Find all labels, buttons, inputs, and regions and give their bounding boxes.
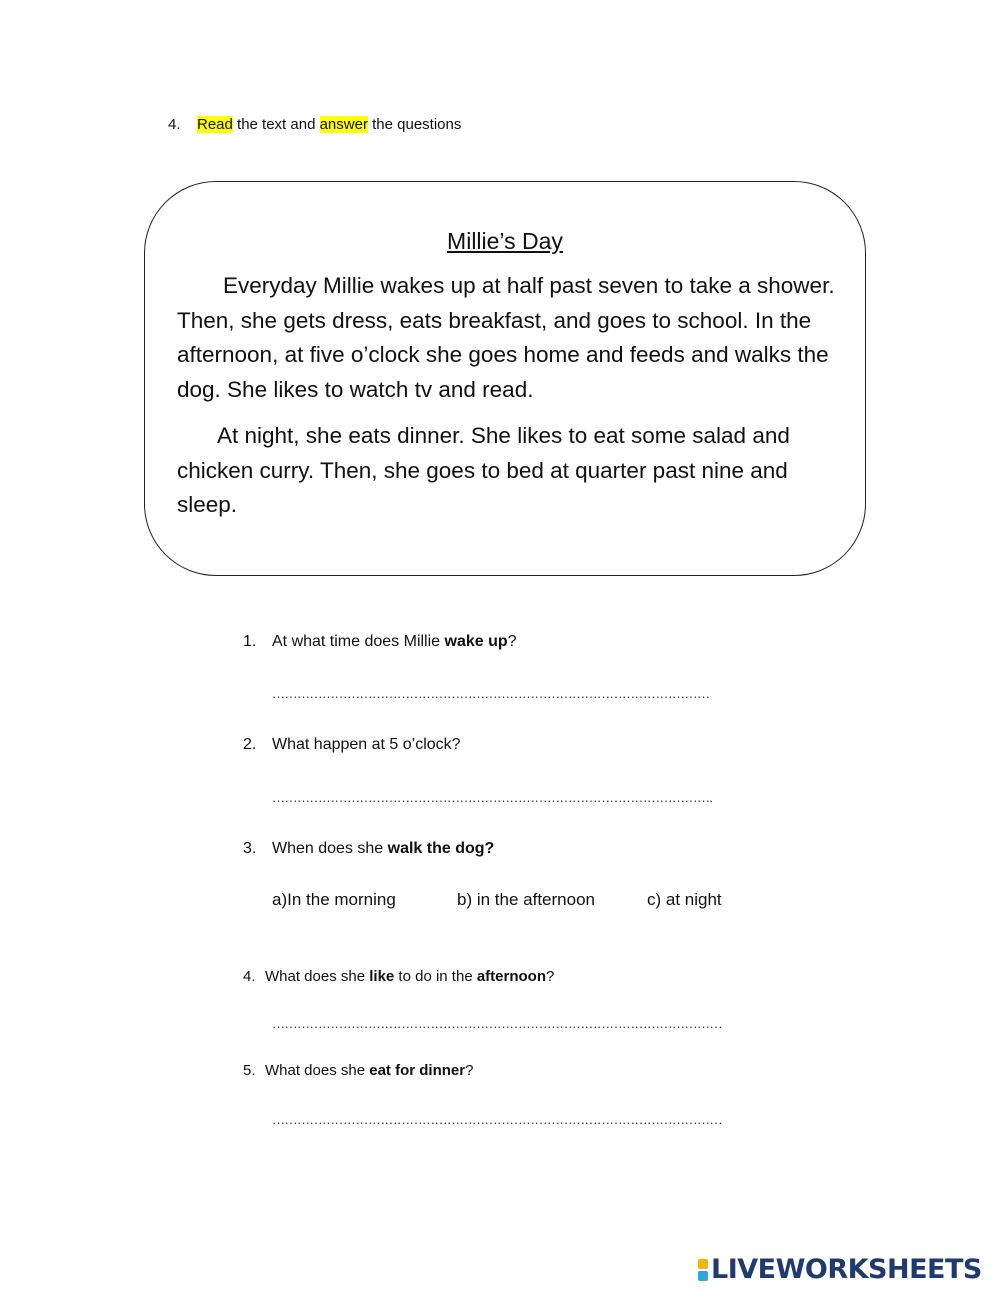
instruction-end: the questions (367, 116, 462, 133)
question-number: 2. (243, 736, 257, 753)
answer-line-5[interactable]: ……………………………………………………………………………………………… (272, 1112, 722, 1127)
question-text: When does she (272, 840, 388, 857)
question-2 (243, 736, 461, 754)
question-text: What does she (265, 1062, 370, 1079)
question-text: At what time does Millie (272, 633, 445, 650)
question-keyword: eat for dinner (369, 1062, 466, 1079)
question-end: ? (507, 633, 517, 650)
story-paragraph-2: At night, she eats dinner. She likes to eat some salad and chicken curry. Then, she goes to bed at quarter past nine and sleep. (177, 423, 790, 517)
logo-square (698, 1259, 708, 1269)
question-keyword: like (369, 968, 395, 985)
question-5 (243, 1062, 473, 1079)
question-end: ? (546, 968, 555, 985)
question-3 (243, 840, 494, 858)
story-title: Millie’s Day (447, 228, 563, 254)
question-number: 5. (243, 1062, 256, 1079)
question-text: What happen at 5 o’clock? (272, 736, 461, 753)
story-box (144, 181, 866, 576)
question-1 (243, 633, 517, 651)
question-text: What does she (265, 968, 370, 985)
instruction-mid: the text and (232, 116, 320, 133)
story-paragraph-1: Everyday Millie wakes up at half past seven to take a shower. Then, she gets dress, eats breakfast, and goes to school. In the afternoon, at five o’clock she goes home and feeds and walks the dog. She likes to watch tv and read. (177, 273, 835, 402)
question-keyword: wake up (444, 633, 508, 650)
instruction-number: 4. (168, 116, 181, 133)
question-number: 3. (243, 840, 257, 857)
logo-mark-icon (698, 1259, 708, 1281)
question-keyword: walk the dog? (387, 840, 495, 857)
option-a[interactable]: a)In the morning (272, 890, 396, 909)
liveworksheets-logo (698, 1254, 982, 1285)
question-4 (243, 968, 554, 985)
instruction-line (168, 116, 461, 133)
option-c[interactable]: c) at night (647, 890, 722, 909)
question-text: to do in the (394, 968, 477, 985)
highlight-answer: answer (319, 116, 368, 133)
question-number: 4. (243, 968, 256, 985)
highlight-read: Read (197, 116, 233, 133)
answer-line-2[interactable]: ……………………………………………………………………………………………. (272, 790, 713, 805)
question-number: 1. (243, 633, 257, 650)
logo-text: LIVEWORKSHEETS (711, 1254, 982, 1285)
answer-line-1[interactable]: …………………………………………………………………………………………… (272, 686, 710, 701)
question-end: ? (465, 1062, 474, 1079)
answer-line-4[interactable]: ……………………………………………………………………………………………… (272, 1016, 722, 1031)
question-keyword: afternoon (476, 968, 546, 985)
option-b[interactable]: b) in the afternoon (457, 890, 595, 909)
logo-square (698, 1271, 708, 1281)
